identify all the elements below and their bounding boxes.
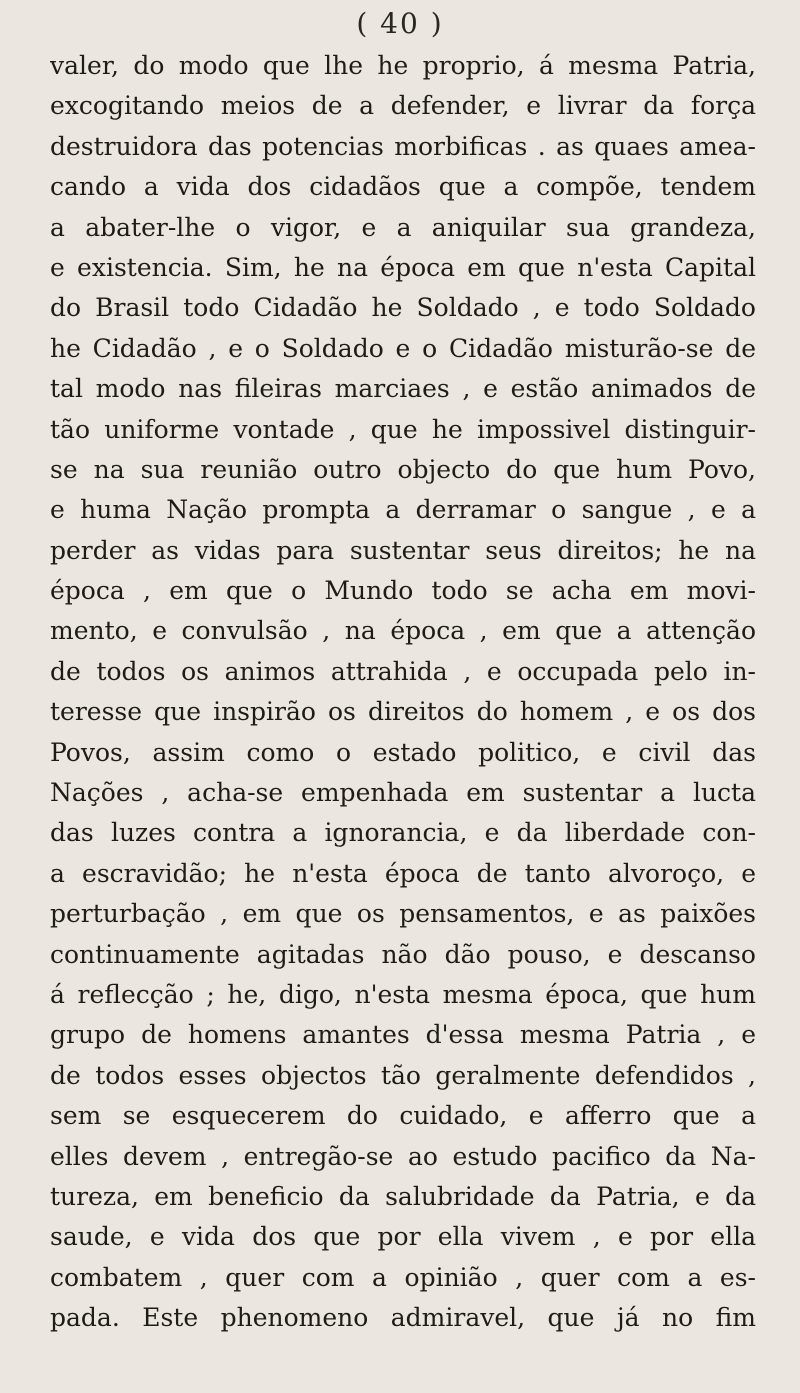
text-line: teresse que inspirão os direitos do homem , e os dos: [50, 697, 756, 727]
text-line: pada. Este phenomeno admiravel, que já no fim: [50, 1303, 756, 1333]
text-line: tão uniforme vontade , que he impossivel distinguir-: [50, 414, 756, 444]
text-line: valer, do modo que lhe he proprio, á mesma Patria,: [50, 51, 756, 80]
text-line: época , em que o Mundo todo se acha em movi-: [50, 576, 756, 606]
text-line: elles devem , entregão-se ao estudo pacifico da Na-: [50, 1141, 756, 1171]
text-line: mento, e convulsão , na época , em que a attenção: [50, 616, 756, 646]
text-line: se na sua reunião outro objecto do que hum Povo,: [50, 454, 756, 484]
text-line: excogitando meios de a defender, e livrar da força: [50, 91, 756, 121]
text-line: grupo de homens amantes d'essa mesma Patria , e: [50, 1020, 756, 1050]
text-line: destruidora das potencias morbificas . as quaes amea-: [50, 131, 756, 161]
text-line: do Brasil todo Cidadão he Soldado , e todo Soldado: [50, 293, 756, 323]
text-line: a abater-lhe o vigor, e a aniquilar sua grandeza,: [50, 212, 756, 242]
text-line: tureza, em beneficio da salubridade da Patria, e da: [50, 1181, 756, 1211]
text-line: combatem , quer com a opinião , quer com a es-: [50, 1262, 756, 1292]
text-line: sem se esquecerem do cuidado, e afferro que a: [50, 1101, 756, 1131]
text-line: perder as vidas para sustentar seus direitos; he na: [50, 535, 756, 565]
text-line: e existencia. Sim, he na época em que n'esta Capital: [50, 252, 756, 282]
text-line: saude, e vida dos que por ella vivem , e por ella: [50, 1222, 756, 1252]
text-line: continuamente agitadas não dão pouso, e descanso: [50, 939, 756, 969]
text-line: he Cidadão , e o Soldado e o Cidadão misturão-se de: [50, 333, 756, 363]
text-line: das luzes contra a ignorancia, e da liberdade con-: [50, 818, 756, 848]
text-line: perturbação , em que os pensamentos, e as paixões: [50, 899, 756, 929]
page-number: ( 40 ): [356, 7, 444, 40]
text-line: tal modo nas fileiras marciaes , e estão animados de: [50, 374, 756, 404]
text-line: cando a vida dos cidadãos que a compõe, tendem: [50, 172, 756, 202]
text-line: á reflecção ; he, digo, n'esta mesma época, que hum: [50, 979, 756, 1009]
text-line: e huma Nação prompta a derramar o sangue , e a: [50, 495, 756, 525]
text-line: a escravidão; he n'esta época de tanto alvoroço, e: [50, 858, 756, 888]
text-line: Povos, assim como o estado politico, e civil das: [50, 737, 756, 767]
text-line: de todos os animos attrahida , e occupada pelo in-: [50, 656, 756, 686]
text-line: Nações , acha-se empenhada em sustentar a lucta: [50, 778, 756, 808]
text-line: de todos esses objectos tão geralmente defendidos ,: [50, 1060, 756, 1090]
page-text: [50, 46, 756, 1339]
